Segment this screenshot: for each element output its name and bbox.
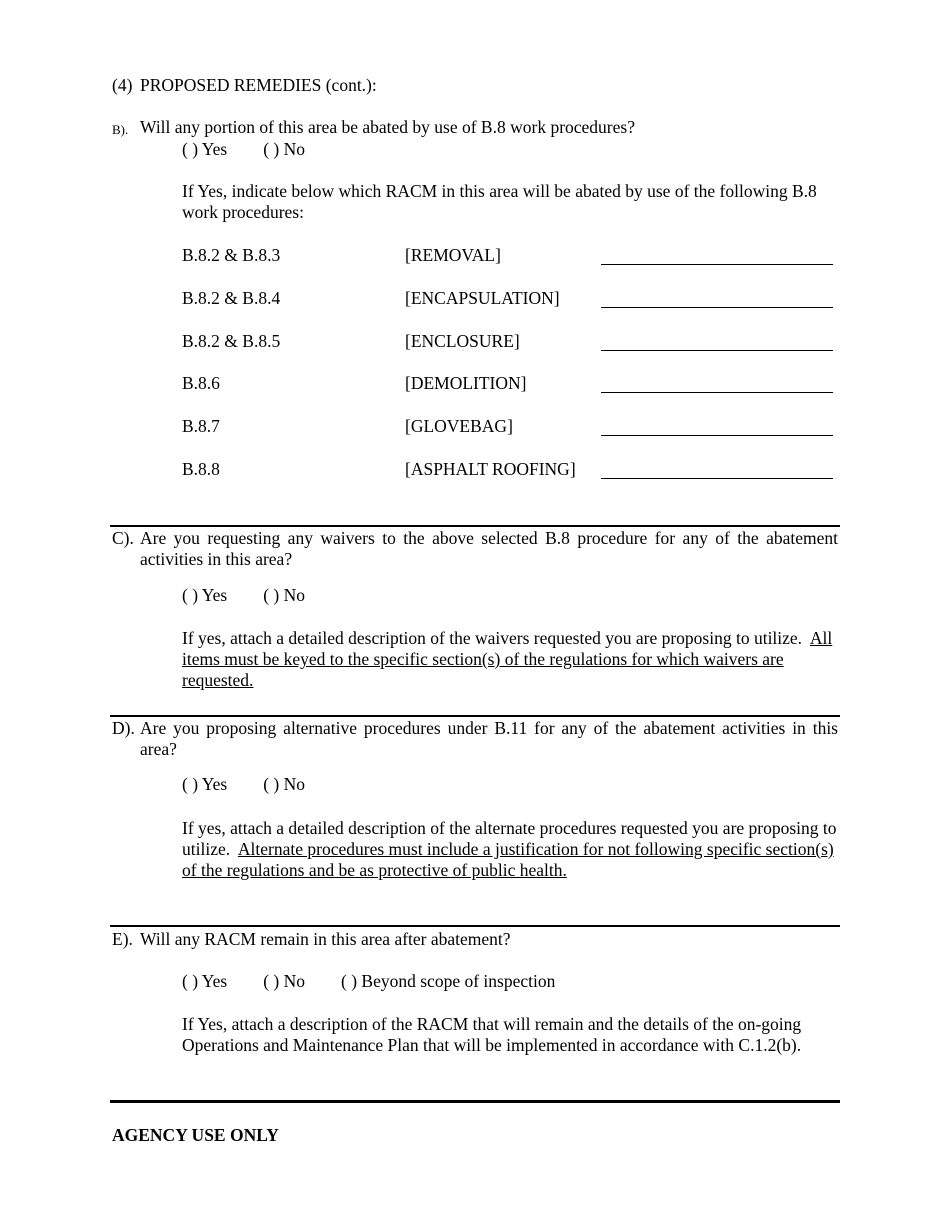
question-b-text: Will any portion of this area be abated by use of B.8 work procedures? [140,117,635,137]
question-c-options [182,585,341,606]
procedure-code: B.8.2 & B.8.5 [182,331,281,351]
question-d-options [182,774,341,795]
question-c-instruction [182,628,842,691]
question-d-instruction-text: If yes, attach a detailed description of the alternate procedures requested you are proposing to utilize. [182,818,837,859]
question-d-instruction-requirement: Alternate procedures must include a justification for not following specific section(s) of the regulations and be as protective of public health. [182,839,834,880]
question-d-instruction [182,818,842,881]
divider-e [110,925,840,927]
procedure-name: [REMOVAL] [405,245,501,265]
procedure-code: B.8.8 [182,459,220,479]
procedure-name: [GLOVEBAG] [405,416,513,436]
question-e-label: E). [112,929,133,949]
question-c-yes-checkbox[interactable]: ( ) Yes [182,585,228,605]
agency-use-only-heading: AGENCY USE ONLY [112,1125,279,1145]
question-e-yes-checkbox[interactable]: ( ) Yes [182,971,228,991]
procedure-code: B.8.2 & B.8.3 [182,245,281,265]
question-d-yes-checkbox[interactable]: ( ) Yes [182,774,228,794]
procedure-fill-line[interactable] [601,435,833,436]
question-d-text: Are you proposing alternative procedures under B.11 for any of the abatement activities in this area? [140,718,838,759]
divider-d [110,715,840,717]
procedure-name: [DEMOLITION] [405,373,527,393]
question-c-label: C). [112,528,134,548]
procedure-code: B.8.2 & B.8.4 [182,288,281,308]
question-c-instruction-requirement: All items must be keyed to the specific section(s) of the regulations for which waivers are requested. [182,628,833,690]
procedure-name: [ASPHALT ROOFING] [405,459,576,479]
procedure-fill-line[interactable] [601,350,833,351]
procedure-fill-line[interactable] [601,392,833,393]
question-c-text: Are you requesting any waivers to the above selected B.8 procedure for any of the abatement activities in this area? [140,528,838,569]
procedure-name: [ENCLOSURE] [405,331,520,351]
question-e-no-checkbox[interactable]: ( ) No [263,971,306,991]
question-d-no-checkbox[interactable]: ( ) No [263,774,306,794]
question-e-options [182,971,591,992]
question-e-text: Will any RACM remain in this area after abatement? [140,929,511,949]
procedure-fill-line[interactable] [601,264,833,265]
procedure-code: B.8.6 [182,373,220,393]
procedure-fill-line[interactable] [601,307,833,308]
question-d-label: D). [112,718,135,738]
procedure-fill-line[interactable] [601,478,833,479]
procedure-code: B.8.7 [182,416,220,436]
question-b-options [182,139,341,160]
section-number: (4) [112,75,133,95]
divider-c [110,525,840,527]
question-b-no-checkbox[interactable]: ( ) No [263,139,306,159]
question-c-no-checkbox[interactable]: ( ) No [263,585,306,605]
question-b-label: B). [112,122,129,137]
question-b-yes-checkbox[interactable]: ( ) Yes [182,139,228,159]
question-b-instruction: If Yes, indicate below which RACM in this area will be abated by use of the following B.8 work procedures: [182,181,817,222]
divider-agency [110,1100,840,1103]
question-c-instruction-text: If yes, attach a detailed description of the waivers requested you are proposing to utilize. [182,628,803,648]
section-title: PROPOSED REMEDIES (cont.): [140,75,377,95]
question-e-instruction: If Yes, attach a description of the RACM that will remain and the details of the on-going Operations and Maintenance Plan that will be implemented in accordance with C.1.2(b). [182,1014,802,1055]
procedure-name: [ENCAPSULATION] [405,288,560,308]
question-e-beyond-scope-checkbox[interactable]: ( ) Beyond scope of inspection [341,971,556,991]
